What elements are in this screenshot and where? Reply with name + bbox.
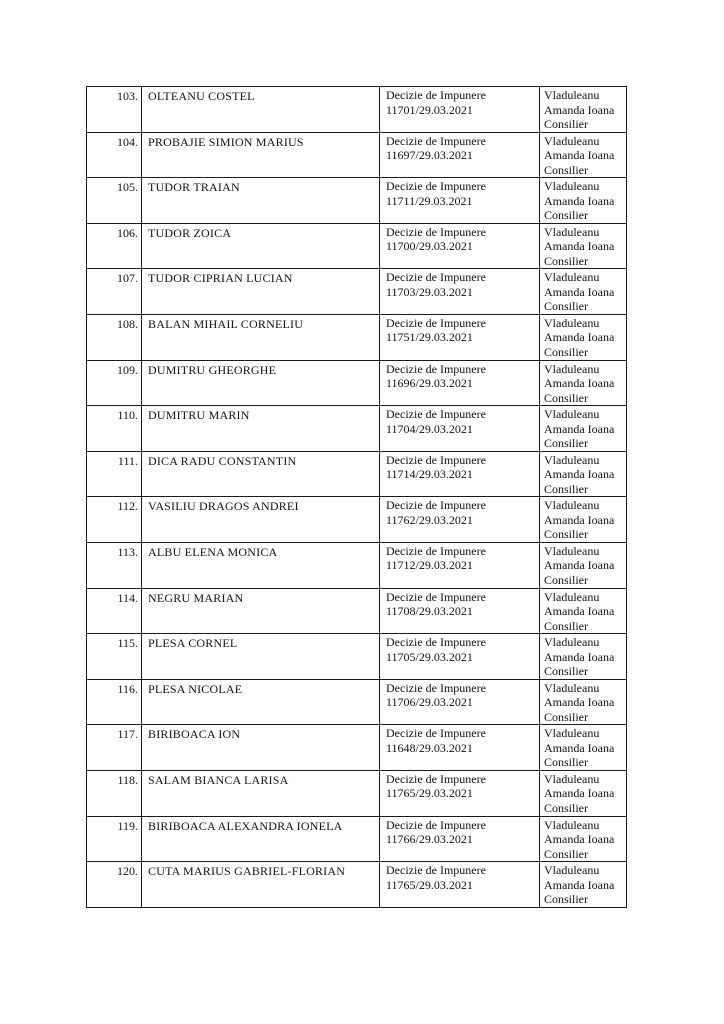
responsible-cell [540, 862, 627, 908]
row-number-cell: 116. [87, 679, 142, 725]
document-type: Decizie de Impunere [386, 863, 486, 878]
document-type: Decizie de Impunere [386, 680, 486, 695]
document-cell [380, 770, 540, 816]
taxpayer-name: PLESA CORNEL [148, 636, 238, 651]
taxpayer-name: DUMITRU MARIN [148, 408, 250, 423]
records-table-body [87, 87, 627, 908]
table-row [87, 223, 627, 269]
document-reference: 11708/29.03.2021 [386, 604, 473, 619]
row-number-cell: 103. [87, 87, 142, 133]
document-reference: 11706/29.03.2021 [386, 695, 473, 710]
responsible-name-line: Amanda Ioana [544, 877, 615, 892]
table-row [87, 816, 627, 862]
taxpayer-name: PLESA NICOLAE [148, 681, 243, 696]
document-reference: 11766/29.03.2021 [386, 832, 473, 846]
taxpayer-name-cell [142, 360, 380, 406]
row-number-cell: 111. [87, 451, 142, 497]
responsible-name-line: Vladuleanu [544, 361, 600, 376]
responsible-cell [540, 360, 627, 406]
row-number-cell: 114. [87, 588, 142, 634]
taxpayer-name: ALBU ELENA MONICA [148, 544, 278, 559]
document-cell [380, 588, 540, 634]
responsible-name-line: Vladuleanu [544, 635, 600, 650]
responsible-cell [540, 269, 627, 315]
row-number-cell: 109. [87, 360, 142, 406]
document-type: Decizie de Impunere [386, 88, 486, 102]
taxpayer-name-cell [142, 178, 380, 224]
row-number-cell: 105. [87, 178, 142, 224]
responsible-name-line: Amanda Ioana [544, 467, 615, 482]
responsible-cell [540, 132, 627, 178]
taxpayer-name-cell [142, 314, 380, 360]
document-reference: 11648/29.03.2021 [386, 740, 473, 755]
table-row [87, 132, 627, 178]
responsible-name-line: Amanda Ioana [544, 421, 615, 436]
document-reference: 11711/29.03.2021 [386, 193, 473, 208]
taxpayer-name: TUDOR CIPRIAN LUCIAN [148, 271, 293, 286]
row-number-cell: 119. [87, 816, 142, 862]
responsible-name-line: Amanda Ioana [544, 604, 615, 619]
taxpayer-name: SALAM BIANCA LARISA [148, 772, 289, 787]
responsible-cell [540, 679, 627, 725]
responsible-cell [540, 770, 627, 816]
document-cell [380, 862, 540, 908]
table-row [87, 497, 627, 543]
responsible-role: Consilier [544, 755, 588, 770]
responsible-cell [540, 588, 627, 634]
document-cell [380, 816, 540, 862]
document-reference: 11765/29.03.2021 [386, 786, 473, 801]
responsible-name-line: Amanda Ioana [544, 558, 615, 573]
responsible-cell [540, 451, 627, 497]
table-row [87, 269, 627, 315]
records-table [86, 86, 627, 908]
responsible-cell [540, 725, 627, 771]
document-type: Decizie de Impunere [386, 589, 486, 604]
document-type: Decizie de Impunere [386, 452, 486, 467]
responsible-cell [540, 542, 627, 588]
table-row [87, 588, 627, 634]
taxpayer-name-cell [142, 725, 380, 771]
responsible-name-line: Vladuleanu [544, 863, 600, 878]
row-number-cell: 110. [87, 406, 142, 452]
row-number-cell: 106. [87, 223, 142, 269]
table-row [87, 178, 627, 224]
document-cell [380, 269, 540, 315]
taxpayer-name: BALAN MIHAIL CORNELIU [148, 316, 304, 331]
responsible-name-line: Amanda Ioana [544, 695, 615, 710]
document-reference: 11705/29.03.2021 [386, 649, 473, 664]
document-type: Decizie de Impunere [386, 498, 486, 513]
responsible-name-line: Amanda Ioana [544, 102, 615, 117]
responsible-name-line: Vladuleanu [544, 133, 600, 148]
document-reference: 11765/29.03.2021 [386, 877, 473, 892]
document-cell [380, 679, 540, 725]
row-number-cell: 112. [87, 497, 142, 543]
table-row [87, 451, 627, 497]
responsible-name-line: Vladuleanu [544, 726, 600, 741]
taxpayer-name-cell [142, 588, 380, 634]
document-cell [380, 406, 540, 452]
taxpayer-name: CUTA MARIUS GABRIEL-FLORIAN [148, 864, 346, 879]
responsible-name-line: Vladuleanu [544, 817, 600, 832]
table-row [87, 360, 627, 406]
document-cell [380, 497, 540, 543]
responsible-cell [540, 497, 627, 543]
responsible-name-line: Vladuleanu [544, 270, 600, 285]
responsible-role: Consilier [544, 390, 588, 405]
table-row [87, 634, 627, 680]
table-row [87, 542, 627, 588]
responsible-name-line: Amanda Ioana [544, 376, 615, 391]
taxpayer-name-cell [142, 269, 380, 315]
row-number-cell: 120. [87, 862, 142, 908]
responsible-role: Consilier [544, 892, 588, 907]
taxpayer-name-cell [142, 223, 380, 269]
taxpayer-name-cell [142, 406, 380, 452]
responsible-role: Consilier [544, 664, 588, 679]
document-type: Decizie de Impunere [386, 543, 486, 558]
table-row [87, 770, 627, 816]
document-cell [380, 725, 540, 771]
row-number-cell: 113. [87, 542, 142, 588]
taxpayer-name: OLTEANU COSTEL [148, 89, 255, 103]
taxpayer-name-cell [142, 132, 380, 178]
responsible-name-line: Amanda Ioana [544, 330, 615, 345]
taxpayer-name-cell [142, 451, 380, 497]
responsible-role: Consilier [544, 800, 588, 815]
responsible-role: Consilier [544, 162, 588, 177]
responsible-name-line: Vladuleanu [544, 771, 600, 786]
row-number-cell: 115. [87, 634, 142, 680]
document-cell [380, 132, 540, 178]
responsible-role: Consilier [544, 117, 588, 131]
document-reference: 11762/29.03.2021 [386, 512, 473, 527]
table-row [87, 725, 627, 771]
taxpayer-name: BIRIBOACA ION [148, 727, 241, 742]
responsible-name-line: Amanda Ioana [544, 649, 615, 664]
table-row [87, 862, 627, 908]
document-reference: 11701/29.03.2021 [386, 102, 473, 117]
document-reference: 11700/29.03.2021 [386, 239, 473, 254]
taxpayer-name: DICA RADU CONSTANTIN [148, 453, 297, 468]
responsible-role: Consilier [544, 208, 588, 223]
row-number-cell: 104. [87, 132, 142, 178]
table-row [87, 679, 627, 725]
taxpayer-name-cell [142, 816, 380, 862]
taxpayer-name-cell [142, 634, 380, 680]
table-row [87, 406, 627, 452]
document-reference: 11696/29.03.2021 [386, 376, 473, 391]
document-reference: 11714/29.03.2021 [386, 467, 473, 482]
responsible-role: Consilier [544, 618, 588, 633]
document-type: Decizie de Impunere [386, 771, 486, 786]
responsible-cell [540, 223, 627, 269]
row-number-cell: 118. [87, 770, 142, 816]
responsible-name-line: Vladuleanu [544, 589, 600, 604]
responsible-cell [540, 314, 627, 360]
responsible-cell [540, 87, 627, 133]
taxpayer-name-cell [142, 497, 380, 543]
responsible-cell [540, 816, 627, 862]
table-row [87, 87, 627, 133]
responsible-role: Consilier [544, 527, 588, 542]
taxpayer-name-cell [142, 542, 380, 588]
document-cell [380, 451, 540, 497]
responsible-cell [540, 406, 627, 452]
responsible-role: Consilier [544, 572, 588, 587]
document-cell [380, 542, 540, 588]
document-type: Decizie de Impunere [386, 315, 486, 330]
taxpayer-name-cell [142, 770, 380, 816]
responsible-name-line: Amanda Ioana [544, 740, 615, 755]
document-cell [380, 178, 540, 224]
document-reference: 11704/29.03.2021 [386, 421, 473, 436]
table-row [87, 314, 627, 360]
document-type: Decizie de Impunere [386, 133, 486, 148]
taxpayer-name-cell [142, 87, 380, 133]
responsible-role: Consilier [544, 253, 588, 268]
document-reference: 11751/29.03.2021 [386, 330, 473, 345]
responsible-name-line: Amanda Ioana [544, 512, 615, 527]
responsible-name-line: Vladuleanu [544, 680, 600, 695]
responsible-name-line: Vladuleanu [544, 179, 600, 194]
taxpayer-name: TUDOR ZOICA [148, 225, 232, 240]
document-reference: 11697/29.03.2021 [386, 148, 473, 163]
taxpayer-name: DUMITRU GHEORGHE [148, 362, 277, 377]
document-type: Decizie de Impunere [386, 224, 486, 239]
document-cell [380, 87, 540, 133]
responsible-role: Consilier [544, 709, 588, 724]
document-type: Decizie de Impunere [386, 179, 486, 194]
responsible-cell [540, 634, 627, 680]
row-number-cell: 107. [87, 269, 142, 315]
document-type: Decizie de Impunere [386, 635, 486, 650]
taxpayer-name: TUDOR TRAIAN [148, 180, 240, 195]
document-reference: 11712/29.03.2021 [386, 558, 473, 573]
responsible-name-line: Vladuleanu [544, 498, 600, 513]
responsible-name-line: Vladuleanu [544, 543, 600, 558]
responsible-name-line: Vladuleanu [544, 407, 600, 422]
responsible-role: Consilier [544, 436, 588, 451]
responsible-name-line: Vladuleanu [544, 88, 600, 102]
document-type: Decizie de Impunere [386, 726, 486, 741]
responsible-name-line: Amanda Ioana [544, 284, 615, 299]
responsible-role: Consilier [544, 299, 588, 314]
row-number-cell: 108. [87, 314, 142, 360]
taxpayer-name: VASILIU DRAGOS ANDREI [148, 499, 299, 514]
responsible-role: Consilier [544, 846, 588, 861]
taxpayer-name-cell [142, 679, 380, 725]
responsible-name-line: Amanda Ioana [544, 786, 615, 801]
responsible-name-line: Amanda Ioana [544, 193, 615, 208]
responsible-role: Consilier [544, 481, 588, 496]
document-type: Decizie de Impunere [386, 270, 486, 285]
responsible-name-line: Amanda Ioana [544, 239, 615, 254]
document-reference: 11703/29.03.2021 [386, 284, 473, 299]
responsible-role: Consilier [544, 344, 588, 359]
document-cell [380, 360, 540, 406]
document-type: Decizie de Impunere [386, 817, 486, 832]
document-cell [380, 314, 540, 360]
document-type: Decizie de Impunere [386, 361, 486, 376]
taxpayer-name: BIRIBOACA ALEXANDRA IONELA [148, 818, 343, 833]
responsible-cell [540, 178, 627, 224]
taxpayer-name-cell [142, 862, 380, 908]
document-type: Decizie de Impunere [386, 407, 486, 422]
taxpayer-name: NEGRU MARIAN [148, 590, 244, 605]
responsible-name-line: Amanda Ioana [544, 832, 615, 846]
responsible-name-line: Vladuleanu [544, 452, 600, 467]
taxpayer-name: PROBAJIE SIMION MARIUS [148, 134, 304, 149]
document-cell [380, 634, 540, 680]
document-cell [380, 223, 540, 269]
responsible-name-line: Amanda Ioana [544, 148, 615, 163]
responsible-name-line: Vladuleanu [544, 315, 600, 330]
row-number-cell: 117. [87, 725, 142, 771]
responsible-name-line: Vladuleanu [544, 224, 600, 239]
